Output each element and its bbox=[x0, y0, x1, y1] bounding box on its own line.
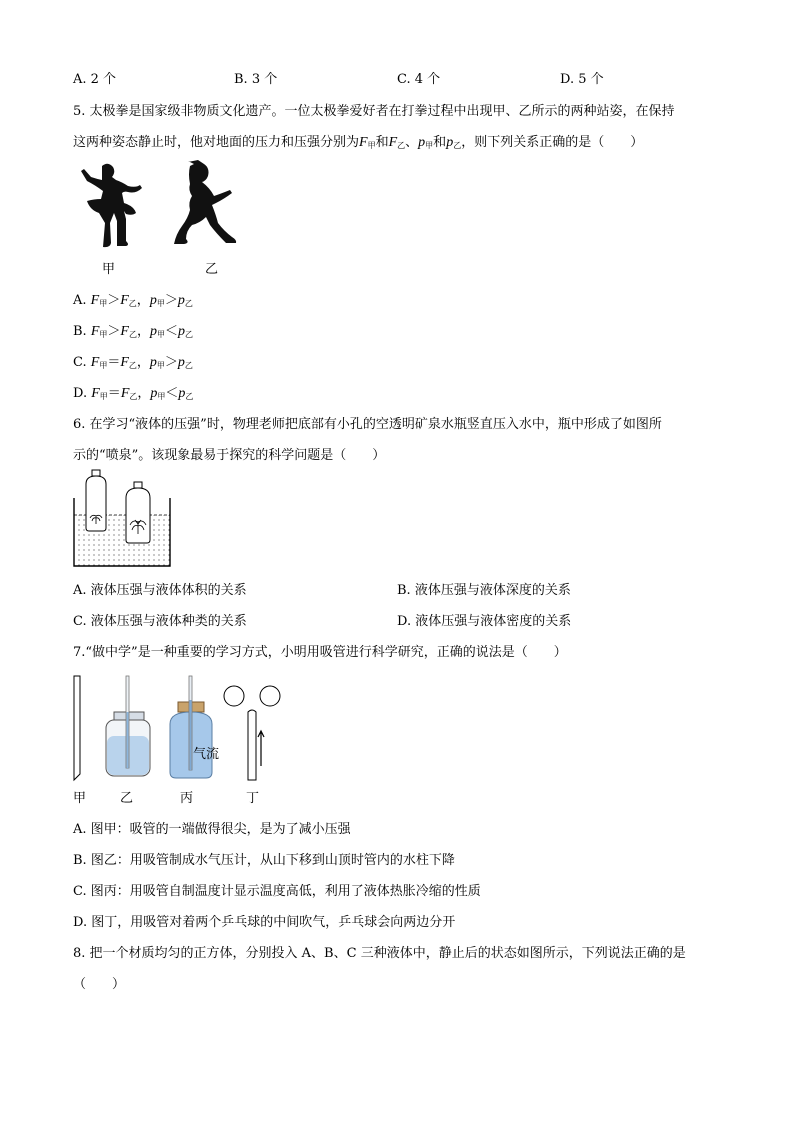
sym-p: p bbox=[150, 386, 158, 401]
sym-p: p bbox=[149, 324, 157, 339]
q7-stem-line1: 7.“做中学”是一种重要的学习方式，小明用吸管进行科学研究，正确的说法是（ ） bbox=[73, 645, 567, 660]
comma: ， bbox=[136, 324, 150, 339]
water-tank-figure bbox=[72, 468, 174, 568]
relation-op: ＞ bbox=[107, 293, 121, 308]
sym-p: p bbox=[178, 386, 186, 401]
sub-yi: 乙 bbox=[129, 392, 138, 401]
sym-f: F bbox=[120, 324, 129, 339]
relation-op: ＞ bbox=[107, 324, 121, 339]
option-letter: B. bbox=[73, 324, 91, 339]
fig-label-jia: 甲 bbox=[102, 262, 116, 277]
sub-jia: 甲 bbox=[367, 141, 376, 150]
comma: ， bbox=[136, 293, 150, 308]
option-letter: C. bbox=[73, 355, 91, 370]
sym-p: p bbox=[446, 135, 454, 150]
q4-option-d: D. 5 个 bbox=[560, 72, 604, 87]
sym-f: F bbox=[90, 293, 100, 308]
sub-jia: 甲 bbox=[156, 361, 165, 370]
sub-yi: 乙 bbox=[184, 361, 193, 370]
sub-jia: 甲 bbox=[156, 330, 165, 339]
q6-stem-line1: 6. 在学习“液体的压强”时，物理老师把底部有小孔的空透明矿泉水瓶竖直压入水中，瓶中形成了如图所 bbox=[73, 417, 662, 432]
relation-op: ＞ bbox=[164, 355, 178, 370]
q5-and: 和 bbox=[375, 135, 389, 150]
pingpong-ball-right bbox=[260, 686, 280, 706]
q5-option-b bbox=[73, 320, 193, 340]
fig-label-yi: 乙 bbox=[120, 791, 134, 806]
q4-option-a: A. 2 个 bbox=[73, 72, 117, 87]
q6-stem-line2: 示的“喷泉”。该现象最易于探究的科学问题是（ ） bbox=[73, 448, 386, 463]
taiji-figure bbox=[70, 158, 245, 260]
sym-f: F bbox=[120, 355, 129, 370]
q6-option-c: C. 液体压强与液体种类的关系 bbox=[73, 614, 247, 629]
airflow-label: 气流 bbox=[193, 747, 220, 762]
q5-stem-suffix: ，则下列关系正确的是（ ） bbox=[461, 135, 644, 150]
fig-label-yi: 乙 bbox=[205, 262, 219, 277]
taiji-pose-jia bbox=[81, 164, 142, 247]
q5-sep: 、 bbox=[405, 135, 419, 150]
comma: ， bbox=[137, 386, 151, 401]
sub-jia: 甲 bbox=[425, 141, 434, 150]
q6-option-b: B. 液体压强与液体深度的关系 bbox=[397, 583, 571, 598]
sub-yi: 乙 bbox=[184, 299, 193, 308]
sub-jia: 甲 bbox=[99, 361, 108, 370]
sym-f: F bbox=[91, 386, 100, 401]
sub-jia: 甲 bbox=[99, 330, 108, 339]
sym-f: F bbox=[120, 386, 130, 401]
sym-p: p bbox=[177, 355, 185, 370]
sym-p: p bbox=[149, 293, 157, 308]
q5-and: 和 bbox=[433, 135, 447, 150]
sym-p: p bbox=[177, 293, 185, 308]
q4-option-b: B. 3 个 bbox=[234, 72, 278, 87]
sym-p: p bbox=[149, 355, 157, 370]
sub-jia: 甲 bbox=[156, 299, 165, 308]
sub-yi: 乙 bbox=[128, 361, 137, 370]
sub-yi: 乙 bbox=[397, 141, 406, 150]
relation-op: ＜ bbox=[164, 324, 178, 339]
q7-option-d: D. 图丁，用吸管对着两个乒乓球的中间吹气，乒乓球会向两边分开 bbox=[73, 915, 456, 930]
taiji-pose-yi bbox=[174, 160, 236, 244]
sym-p: p bbox=[418, 135, 426, 150]
relation-op: ＝ bbox=[107, 355, 121, 370]
sym-f: F bbox=[120, 293, 129, 308]
option-letter: D. bbox=[73, 386, 92, 401]
sub-yi: 乙 bbox=[128, 330, 137, 339]
q6-option-d: D. 液体压强与液体密度的关系 bbox=[397, 614, 572, 629]
q5-stem-line2 bbox=[73, 131, 643, 151]
fig-label-ding: 丁 bbox=[246, 791, 260, 806]
sub-jia: 甲 bbox=[99, 299, 108, 308]
fig-label-jia: 甲 bbox=[73, 791, 87, 806]
q7-option-c: C. 图丙：用吸管自制温度计显示温度高低，利用了液体热胀冷缩的性质 bbox=[73, 884, 481, 899]
sym-f: F bbox=[359, 135, 368, 150]
sub-jia: 甲 bbox=[157, 392, 166, 401]
relation-op: ＝ bbox=[107, 386, 121, 401]
q5-stem-text: 这两种姿态静止时，他对地面的压力和压强分别为 bbox=[73, 135, 360, 150]
q7-option-a: A. 图甲：吸管的一端做得很尖，是为了减小压强 bbox=[73, 822, 351, 837]
sub-jia: 甲 bbox=[99, 392, 108, 401]
q7-option-b: B. 图乙：用吸管制成水气压计，从山下移到山顶时管内的水柱下降 bbox=[73, 853, 455, 868]
bottle-bing bbox=[170, 676, 212, 778]
sym-p: p bbox=[178, 324, 185, 339]
comma: ， bbox=[136, 355, 150, 370]
sub-yi: 乙 bbox=[185, 392, 194, 401]
q5-option-d bbox=[73, 382, 193, 402]
q4-option-c: C. 4 个 bbox=[397, 72, 441, 87]
sym-f: F bbox=[90, 324, 100, 339]
q5-option-c bbox=[73, 351, 193, 371]
fig-label-bing: 丙 bbox=[180, 791, 194, 806]
q6-option-a: A. 液体压强与液体体积的关系 bbox=[73, 583, 247, 598]
q5-option-a bbox=[73, 289, 193, 309]
airflow-arrow bbox=[258, 731, 264, 766]
pingpong-ball-left bbox=[224, 686, 244, 706]
q8-stem-line1: 8. 把一个材质均匀的正方体，分别投入 A、B、C 三种液体中，静止后的状态如图所示，下列说法正确的是 bbox=[73, 946, 686, 961]
sub-yi: 乙 bbox=[453, 141, 462, 150]
sym-f: F bbox=[90, 355, 100, 370]
sym-f: F bbox=[388, 135, 398, 150]
sub-yi: 乙 bbox=[185, 330, 193, 339]
q5-stem-line1: 5. 太极拳是国家级非物质文化遗产。一位太极拳爱好者在打拳过程中出现甲、乙所示的两种站姿，在保持 bbox=[73, 104, 675, 119]
relation-op: ＞ bbox=[164, 293, 178, 308]
bottle-yi bbox=[106, 676, 150, 776]
option-letter: A. bbox=[73, 293, 91, 308]
sub-yi: 乙 bbox=[128, 299, 137, 308]
relation-op: ＜ bbox=[165, 386, 179, 401]
straw-jia bbox=[74, 676, 80, 780]
pingpong-balls bbox=[224, 686, 280, 706]
straw-experiments-figure bbox=[70, 672, 310, 784]
straw-ding bbox=[248, 710, 256, 780]
q8-stem-line2: （ ） bbox=[73, 977, 126, 992]
